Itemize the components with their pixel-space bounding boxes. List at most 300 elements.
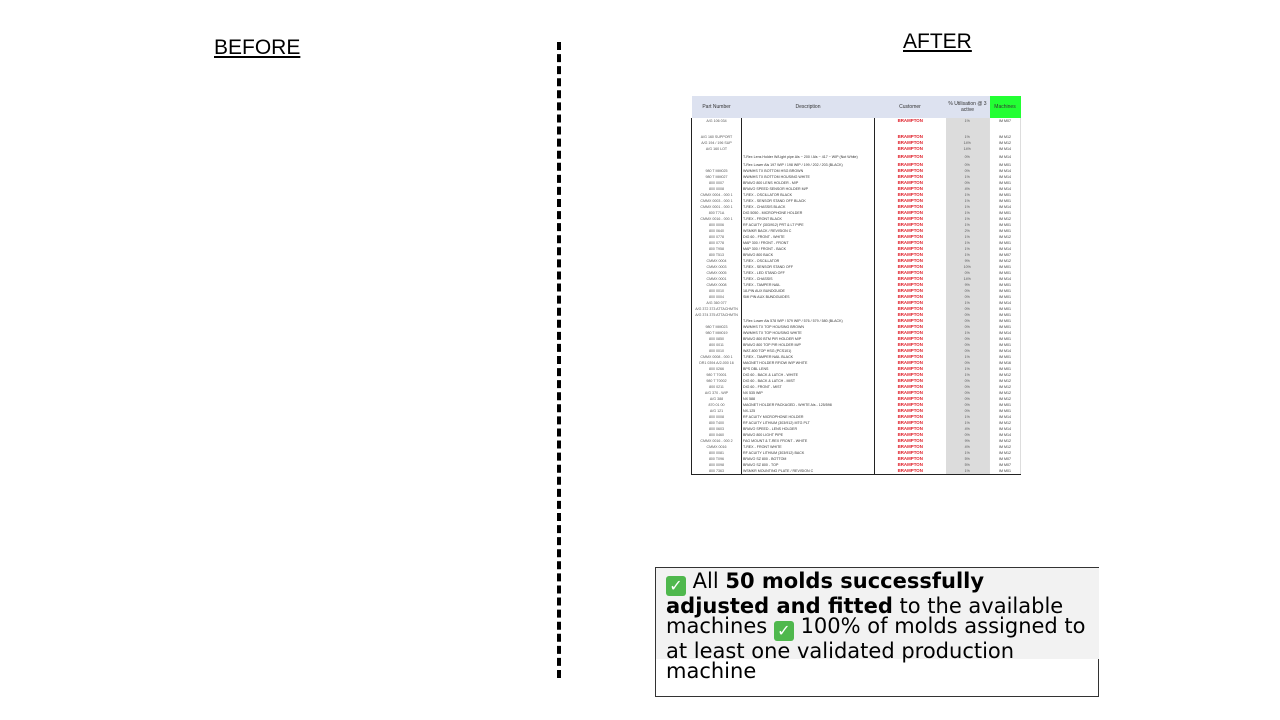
table-cell: IM M01 [990,294,1021,300]
table-cell: NX 588 [742,396,875,402]
table-cell: T-REX - FRONT BLACK [742,216,875,222]
table-cell: 0% [946,270,990,276]
table-cell: BRAMPTON [897,438,923,443]
table-cell: 980 T MM019 [692,330,742,336]
table-cell: BRAVO 800 BTM PIR HOLDER M/P [742,336,875,342]
table-cell: BRAVO 800 LENS HOLDER - M/P [742,180,875,186]
summary-part1: All [686,569,726,593]
table-cell: DIG 60 - FRONT - MIST [742,384,875,390]
table-cell: BRAMPTON [897,360,923,365]
column-header: % Utilisation @ 3 active [946,96,990,118]
table-cell: RF ACUITY (303/912) PRT & LT PIPE [742,222,875,228]
table-cell: 800 0211 [692,384,742,390]
table-cell: T-REX - FRONT WHITE [742,444,875,450]
table-cell: 0% [946,324,990,330]
table-cell: DIG 60 - FRONT - WHITE [742,234,875,240]
table-cell: BRAMPTON [897,192,923,197]
table-cell: 14% [946,140,990,146]
table-cell: IM M01 [990,282,1021,288]
table-cell: 0% [946,336,990,342]
table-cell: 800 0011 [692,342,742,348]
table-cell: BRAMPTON [897,462,923,467]
table-cell: IM M01 [990,228,1021,234]
table-cell: IM M14 [990,300,1021,306]
table-cell: IM M12 [990,258,1021,264]
table-cell: 5% [946,456,990,462]
table-cell: 4% [946,186,990,192]
table-cell: 800 0006 [692,222,742,228]
table-cell: 0% [946,288,990,294]
table-cell: BRAMPTON [897,246,923,251]
table-cell: IM M01 [990,312,1021,318]
table-cell: 0% [946,168,990,174]
table-cell: 800 0010 [692,348,742,354]
table-cell: BRAVO SPEED - LENS HOLDER [742,426,875,432]
table-cell: BRAMPTON [897,312,923,317]
table-cell: DIG 60 - BACK & LATCH - MIST [742,378,875,384]
table-cell: CMMX 0016 - 000 2 [692,438,742,444]
table-cell: BRAMPTON [897,414,923,419]
table-cell: WWMHS TX BOTTOM HSG BROWN [742,168,875,174]
table-cell: BRAMPTON [897,146,923,151]
table-cell: BRAMPTON [897,276,923,281]
table-cell: IM M14 [990,246,1021,252]
table-cell: NX 535 WIP [742,390,875,396]
table-cell: 0% [946,396,990,402]
table-cell: BRAMPTON [897,228,923,233]
table-cell: IM M01 [990,198,1021,204]
table-cell: 0% [946,402,990,408]
table-cell: BRAMPTON [897,216,923,221]
table-cell: IM M12 [990,384,1021,390]
table-cell: IM M01 [990,402,1021,408]
check-mark-icon: ✓ [774,621,794,641]
table-cell: BRAMPTON [897,384,923,389]
table-cell: 9% [946,282,990,288]
table-cell: BRAMPTON [897,390,923,395]
table-cell: BRAMPTON [897,210,923,215]
table-cell: 800 T096 [692,456,742,462]
table-cell: 0% [946,408,990,414]
table-cell: BRAMPTON [897,154,923,159]
table-cell: CMMX 0008 [692,282,742,288]
table-cell: BRAMPTON [897,456,923,461]
table-cell: 800 0460 [692,432,742,438]
table-cell: BRAMPTON [897,204,923,209]
table-cell: 800 0004 [692,294,742,300]
table-cell: 800 0778 [692,234,742,240]
table-cell: IM M07 [990,462,1021,468]
summary-text [656,568,1099,683]
table-cell: BRAMPTON [897,258,923,263]
table-cell: IM M12 [990,420,1021,426]
table-cell: 980 T MM027 [692,174,742,180]
table-cell: BRAMPTON [897,306,923,311]
table-cell: BRAMPTON [897,264,923,269]
table-cell: WWMHS TX TOP HOUSING WHITE [742,330,875,336]
table-cell: IM M07 [990,456,1021,462]
table-cell: MAP 300 / FRONT - FRONT [742,240,875,246]
table-cell: IM M12 [990,372,1021,378]
table-cell: IM M14 [990,204,1021,210]
table-cell: DIG 60 - BACK & LATCH - WHITE [742,372,875,378]
table-cell: IM M01 [990,354,1021,360]
table-cell: A/G 372 373 ATTACHMTN [692,306,742,312]
table-cell: BRAMPTON [897,222,923,227]
table-cell: BRAMPTON [897,372,923,377]
table-cell: IM M01 [990,180,1021,186]
table-cell: IM M14 [990,152,1021,162]
table-cell: T-Rex Lens Holder W/Light pipe Als ~ 200 / Als ~ 417 ~ WIP (Not White) [742,152,875,162]
table-cell: 9% [946,258,990,264]
table-cell: 800 0008 [692,186,742,192]
table-cell: BRAMPTON [897,186,923,191]
table-cell: BRAMPTON [897,330,923,335]
table-cell: BRAMPTON [897,444,923,449]
table-cell: IM M01 [990,366,1021,372]
table-cell: CMMX 0004 [692,258,742,264]
table-cell: 1% [946,204,990,210]
table-cell: 980 T MM025 [692,168,742,174]
table-cell: T-REX - CHASSIS [742,276,875,282]
table-cell: IM M01 [990,240,1021,246]
table-cell: IM M12 [990,438,1021,444]
table-cell: IM M01 [990,468,1021,475]
table-cell: IM M01 [990,336,1021,342]
table-cell: IM M14 [990,330,1021,336]
table-cell: 1% [946,354,990,360]
table-cell: CMMX 0005 [692,270,742,276]
table-cell: 1% [946,252,990,258]
table-cell: T-REX - SENSOR STAND OFF BLACK [742,198,875,204]
table-cell: A/G 121 [692,408,742,414]
sheet-body [692,118,1021,475]
table-cell: IM M01 [990,264,1021,270]
table-cell: 800 0603 [692,426,742,432]
table-cell: 10% [946,264,990,270]
table-cell: IM M01 [990,270,1021,276]
table-cell: RF ACUITY LITHIUM (303/912) BACK [742,450,875,456]
table-cell: RF ACUITY MICROPHONE HOLDER [742,414,875,420]
table-cell: A/G 374 375 ATTACHMTN [692,312,742,318]
table-cell: BRAVO SZ 800 - TOP [742,462,875,468]
table-cell: IM M01 [990,318,1021,324]
table-cell: BRAMPTON [897,342,923,347]
table-cell: SMI PIN AUX BUNDGUIDES [742,294,875,300]
table-cell: BRAVO SPEED SENSOR HOLDER M/P [742,186,875,192]
table-cell: WWMHS TX TOP HOUSING BROWN [742,324,875,330]
table-cell: IM M01 [990,408,1021,414]
summary-part2: to the available machines [666,594,1064,638]
table-cell: 800 0850 [692,336,742,342]
table-cell: 800 T958 [692,246,742,252]
table-cell: 980 T T0002 [692,378,742,384]
table-cell: IM M14 [990,146,1021,152]
mold-allocation-sheet [691,96,1020,475]
table-cell: 800 0098 [692,462,742,468]
table-cell: BRAMPTON [897,450,923,455]
table-cell: 870 01 00 [692,402,742,408]
table-cell: T-REX - SENSOR STAND OFF [742,264,875,270]
table-cell [692,124,742,134]
dashed-divider [557,42,561,678]
table-cell: CMMX 0004 - 000 1 [692,192,742,198]
sheet-header-row [692,96,1021,118]
table-cell: 1% [946,450,990,456]
table-cell [875,124,946,134]
table-cell: IM M12 [990,396,1021,402]
table-cell: 800 T513 [692,252,742,258]
table-cell: BRAMPTON [897,336,923,341]
table-cell: 18-PIN AUX BUNDGUIDE [742,288,875,294]
table-cell: CMMX 0003 [692,264,742,270]
table-cell: DIG 5050 - MICROPHONE HOLDER [742,210,875,216]
table-cell: 1% [946,414,990,420]
table-cell: 980 T MM023 [692,324,742,330]
table-cell: 1% [946,330,990,336]
table-cell: BRAMPTON [897,318,923,323]
table-cell: BRAMPTON [897,252,923,257]
table-cell: MAP 300 / FRONT - BACK [742,246,875,252]
column-header: Part Number [692,96,742,118]
table-cell: IM M16 [990,360,1021,366]
table-cell: 0% [946,152,990,162]
table-cell: 980 T T0001 [692,372,742,378]
table-cell: IM M14 [990,276,1021,282]
table-cell: 800 T71A [692,210,742,216]
table-cell: WWMHS TX BOTTOM HOUSING WHITE [742,174,875,180]
table-cell: 1% [946,240,990,246]
table-cell: IM M01 [990,222,1021,228]
table-cell: RF ACUITY LITHIUM (303/912) MTG PLT [742,420,875,426]
table-cell: IM M01 [990,342,1021,348]
table-cell: T-REX - OSCILLATOR [742,258,875,264]
summary-callout [655,567,1099,697]
table-cell: IM M01 [990,306,1021,312]
table-cell: NX-125 [742,408,875,414]
table-cell: BRAVO 800 LIGHT PIPE [742,432,875,438]
table-cell: 4% [946,444,990,450]
table-cell: IM M12 [990,444,1021,450]
table-cell: 0% [946,360,990,366]
table-cell: IM M12 [990,450,1021,456]
table-cell: BRAMPTON [897,118,923,123]
table-cell: BRAMPTON [897,282,923,287]
table-cell: 0% [946,390,990,396]
table-cell: IM M12 [990,234,1021,240]
table-cell: BRAMPTON [897,426,923,431]
table-row [692,468,1021,475]
table-cell: 1% [946,366,990,372]
table-cell: BRAVO SZ 800 - BOTTOM [742,456,875,462]
before-heading: BEFORE [214,36,301,59]
table-cell: BRAMPTON [897,134,923,139]
table-cell: IM M01 [990,192,1021,198]
table-cell: IM M12 [990,390,1021,396]
table-cell: BRAMPTON [897,300,923,305]
table-cell: IM M14 [990,174,1021,180]
table-row [692,124,1021,134]
table-cell: 9% [946,438,990,444]
table-cell: BRAMPTON [897,396,923,401]
table-cell: WAT-800 TOP HSG (PCS101) [742,348,875,354]
table-cell: A/G 370 - WIP [692,390,742,396]
table-cell: 800 0010 [692,288,742,294]
table-cell: 0% [946,312,990,318]
check-mark-icon: ✓ [666,576,686,596]
table-cell: BPS DBL LENS [742,366,875,372]
table-cell: 1% [946,118,990,124]
table-cell: T-REX - TAMPER NAIL BLACK [742,354,875,360]
table-cell: BRAMPTON [897,294,923,299]
table-cell: IM M12 [990,134,1021,140]
table-cell: BRAMPTON [897,240,923,245]
table-cell: IM M14 [990,168,1021,174]
table-cell: IM M14 [990,348,1021,354]
table-cell: CMMX 0016 - 000 1 [692,216,742,222]
table-cell: 4% [946,426,990,432]
after-heading: AFTER [903,30,972,53]
table-row [692,152,1021,162]
summary-bold: 50 molds successfully adjusted and fitted [666,569,985,618]
table-cell: 800 0266 [692,366,742,372]
table-cell: A/G 106 034 [692,118,742,124]
table-cell: CMMX 0016 [692,444,742,450]
table-cell: 0% [946,306,990,312]
table-cell: BRAMPTON [897,288,923,293]
table-cell: 800 T400 [692,420,742,426]
table-cell: BRAVO 800 TOP PIR HOLDER M/P [742,342,875,348]
table-cell: 1% [946,372,990,378]
table-cell [692,152,742,162]
table-cell: CMMX 0001 - 000 1 [692,204,742,210]
table-cell: 0% [946,384,990,390]
table-cell: IM M12 [990,216,1021,222]
table-cell: A/G 388 [692,396,742,402]
column-header: Machines [990,96,1021,118]
table-cell: 0% [946,432,990,438]
table-cell: 1% [946,134,990,140]
table-cell: MAGNET HOLDER PACKAGED - WHITE Als - 125/598 [742,402,875,408]
table-cell: 1% [946,198,990,204]
table-cell: 1% [946,210,990,216]
table-cell: 2% [946,228,990,234]
table-cell: 14% [946,146,990,152]
table-cell: BRAMPTON [875,468,946,475]
table-cell: 1% [946,216,990,222]
table-cell: BRAMPTON [897,162,923,167]
table-cell: BRAMPTON [897,348,923,353]
table-cell: IM M01 [990,324,1021,330]
table-cell: BRAMPTON [897,402,923,407]
table-cell: BRAMPTON [897,198,923,203]
table-cell: WSMKR BACK / REVISION C [742,228,875,234]
table-cell: 0% [946,162,990,168]
table-cell: IM M07 [990,118,1021,124]
table-cell: IM M07 [990,252,1021,258]
table-cell: 1% [946,468,990,475]
table-cell: DR1 0394 A/2-000 16 [692,360,742,366]
table-cell [946,124,990,134]
table-cell: BRAMPTON [897,140,923,145]
table-cell: BRAMPTON [897,432,923,437]
table-cell: MAGNET HOLDER RF/DW WIP WHITE [742,360,875,366]
table-cell: IM M12 [990,378,1021,384]
table-cell: 0% [946,348,990,354]
table-cell: BRAMPTON [897,324,923,329]
table-cell: BRAMPTON [897,180,923,185]
table-cell: T-REX - CHASSIS BLACK [742,204,875,210]
table-cell: FAG MOUNT & T-REX FRONT - WHITE [742,438,875,444]
table-cell: 1% [946,174,990,180]
table-cell: BRAMPTON [897,378,923,383]
table-cell: IM M14 [990,432,1021,438]
table-cell [742,124,875,134]
table-cell: 0% [946,342,990,348]
table-cell: 1% [946,234,990,240]
table-cell: 0% [946,180,990,186]
table-cell: BRAMPTON [897,174,923,179]
table-cell: BRAMPTON [897,234,923,239]
table-cell: T-REX - OSCILLATOR BLACK [742,192,875,198]
table-cell: BRAMPTON [897,354,923,359]
table-cell: WSMKR MOUNTING PLATE / REVISION C [742,468,875,475]
table-cell: 1% [946,192,990,198]
table-cell: 800 0007 [692,180,742,186]
table-cell: CMMX 0003 - 000 1 [692,198,742,204]
table-cell: 1% [946,300,990,306]
table-cell: BRAMPTON [897,270,923,275]
table-cell: BRAVO 800 BACK [742,252,875,258]
table-cell: BRAMPTON [897,366,923,371]
table-cell: A/G 160 SUPPORT [692,134,742,140]
table-cell: 800 7363 [692,468,742,475]
table-cell: 800 0008 [692,414,742,420]
table-cell: BRAMPTON [897,420,923,425]
table-cell: IM M14 [990,186,1021,192]
table-cell: 1% [946,246,990,252]
table-cell: A/G 160 LOT [692,146,742,152]
table-cell: T-Rex Lower Als 197 WIP / 198 WIP / 199 / 202 / 203 (BLACK) [742,162,875,168]
table-cell: 1% [946,222,990,228]
table-cell: 0% [946,378,990,384]
table-cell: 800 0081 [692,450,742,456]
table-cell [990,124,1021,134]
table-cell: IM M12 [990,140,1021,146]
table-cell: 5% [946,462,990,468]
table-cell: CMMX 0001 [692,276,742,282]
table-cell: 0% [946,294,990,300]
table-cell: IM M14 [990,426,1021,432]
table-cell: T-Rex Lower Als 578 WIP / 579 WIP / 576 / 579 / 580 (BLACK) [742,318,875,324]
column-header: Description [742,96,875,118]
table-cell: A/G 194 / 196 SUP [692,140,742,146]
table-cell: 0% [946,318,990,324]
table-cell: 800 0778 [692,240,742,246]
column-header: Customer [875,96,946,118]
table-cell: T-REX - LED STAND OFF [742,270,875,276]
table-cell: BRAMPTON [897,408,923,413]
table-cell: IM M01 [990,288,1021,294]
table-cell: CMMX 0008 - 000 1 [692,354,742,360]
summary-part3: 100% of molds assigned to at least one validated production machine [666,614,1086,683]
table-cell: IM M01 [990,162,1021,168]
table-cell: BRAMPTON [897,168,923,173]
table-cell: 1% [946,420,990,426]
table-cell: IM M14 [990,414,1021,420]
table-cell: A/G 360 077 [692,300,742,306]
table-cell: T-REX - TAMPER NAIL [742,282,875,288]
